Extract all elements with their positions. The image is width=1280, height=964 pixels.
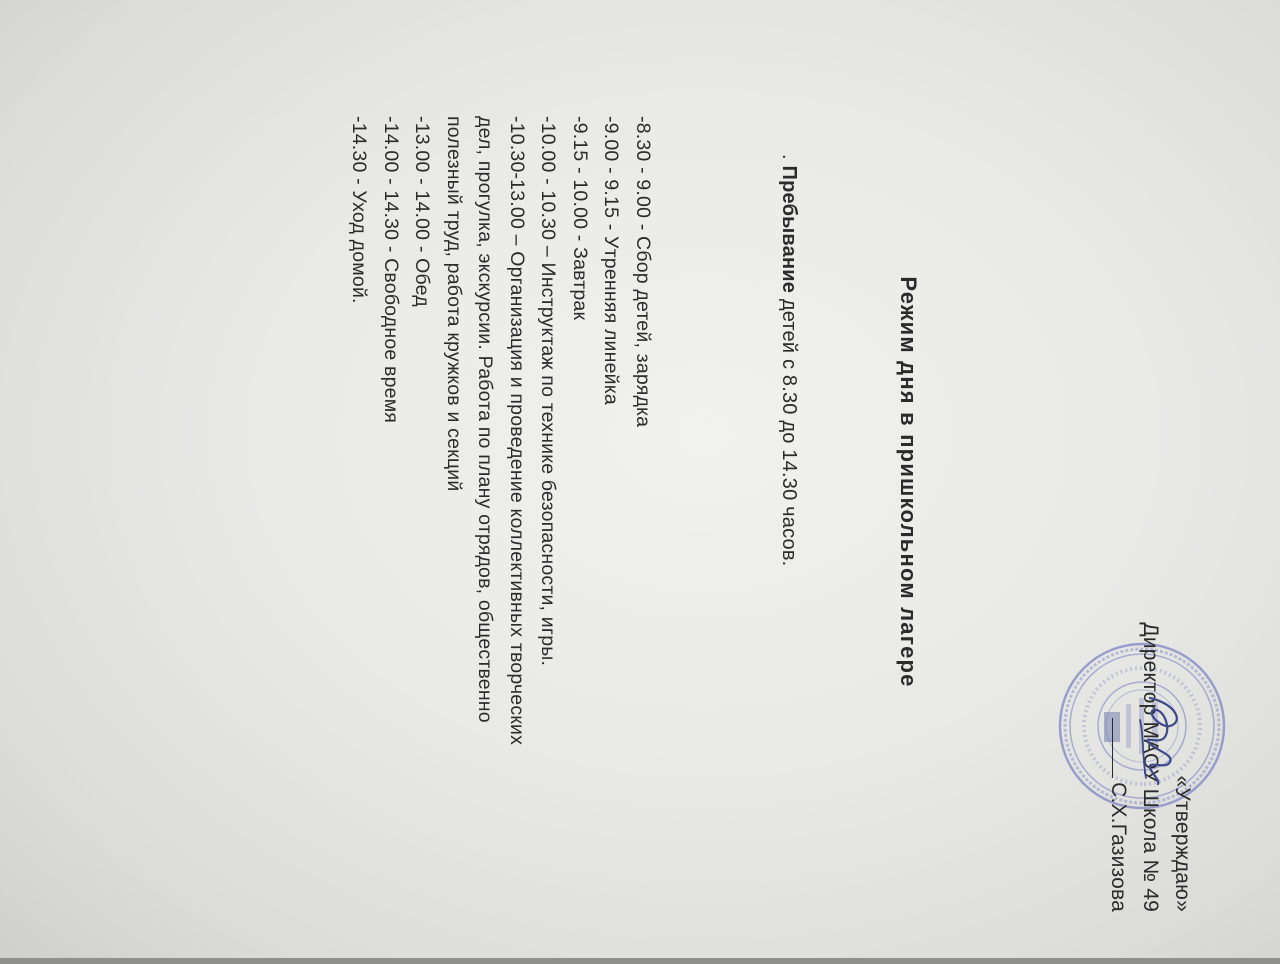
approval-signatory: С.Х.Газизова xyxy=(1107,782,1130,912)
schedule-item: -14.00 - 14.30 - Свободное время xyxy=(380,116,402,424)
schedule-item-continued: полезный труд, работа кружков и секций xyxy=(443,116,465,492)
schedule-item: -9.15 - 10.00 - Завтрак xyxy=(569,116,591,321)
stay-hours xyxy=(777,154,800,566)
schedule-item: -9.00 - 9.15 - Утренняя линейка xyxy=(600,116,623,405)
schedule-item-continued: дел, прогулка, экскурсии. Работа по плану отрядов, общественно xyxy=(474,116,497,723)
approval-director: Директор МАОУ Школа № 49 xyxy=(1139,622,1162,912)
page-title: Режим дня в пришкольном лагере xyxy=(896,276,921,688)
handwritten-signature xyxy=(1128,690,1194,790)
stay-text: детей с 8.30 до 14.30 часов. xyxy=(778,293,800,567)
signature-underline xyxy=(1112,718,1113,778)
stay-lead: Пребывание xyxy=(778,165,800,294)
schedule-item: -8.30 - 9.00 - Сбор детей, зарядка xyxy=(632,116,654,428)
schedule-item: -14.30 - Уход домой. xyxy=(348,116,371,304)
table-edge xyxy=(0,958,1280,964)
schedule-item: -10.30-13.00 – Организация и проведение коллективных творческих xyxy=(506,116,528,746)
daily-schedule xyxy=(343,116,658,746)
stay-prefix: . xyxy=(778,154,800,160)
schedule-item: -10.00 - 10.30 – Инструктаж по технике безопасности, игры. xyxy=(537,116,560,667)
schedule-item: -13.00 - 14.00 - Обед xyxy=(411,116,434,307)
approval-heading: «Утверждаю» xyxy=(1171,775,1194,912)
